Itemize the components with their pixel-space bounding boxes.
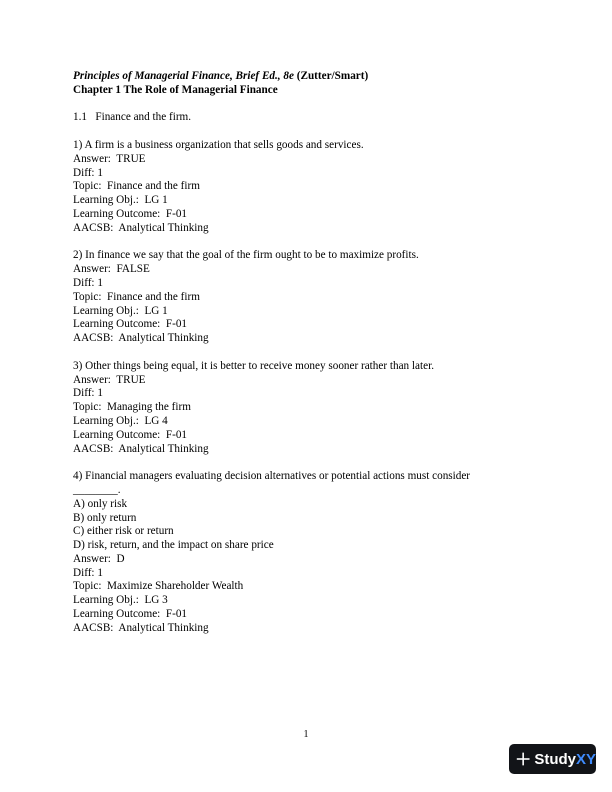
question-text: 3) Other things being equal, it is better to receive money sooner rather than later. <box>73 359 434 372</box>
learning-objective: Learning Obj.: LG 4 <box>73 414 168 427</box>
topic: Topic: Maximize Shareholder Wealth <box>73 580 244 593</box>
answer: Answer: TRUE <box>73 152 146 165</box>
question-block-2 <box>73 249 543 346</box>
book-title-line <box>73 70 543 84</box>
chapter-title: Chapter 1 The Role of Managerial Finance <box>73 83 278 96</box>
answer: Answer: D <box>73 552 125 565</box>
difficulty: Diff: 1 <box>73 387 103 400</box>
answer: Answer: TRUE <box>73 373 146 386</box>
topic: Topic: Managing the firm <box>73 401 191 414</box>
learning-outcome: Learning Outcome: F-01 <box>73 608 188 621</box>
book-authors: (Zutter/Smart) <box>293 70 369 82</box>
option-c: C) either risk or return <box>73 525 174 538</box>
question-text: 4) Financial managers evaluating decision alternatives or potential actions must consider <box>73 470 471 483</box>
option-d: D) risk, return, and the impact on share price <box>73 539 274 552</box>
learning-objective: Learning Obj.: LG 3 <box>73 594 168 607</box>
plus-icon <box>516 750 530 768</box>
question-block-3 <box>73 360 543 457</box>
badge-text-xy: XY <box>575 750 596 768</box>
aacsb: AACSB: Analytical Thinking <box>73 221 209 234</box>
aacsb: AACSB: Analytical Thinking <box>73 332 209 345</box>
topic: Topic: Finance and the firm <box>73 290 200 303</box>
question-block-4 <box>73 470 543 636</box>
badge-text-study: Study <box>534 750 576 768</box>
aacsb: AACSB: Analytical Thinking <box>73 621 209 634</box>
learning-outcome: Learning Outcome: F-01 <box>73 428 188 441</box>
option-a: A) only risk <box>73 497 128 510</box>
studyxy-badge[interactable] <box>509 744 596 774</box>
book-title: Principles of Managerial Finance, Brief Ed., 8e <box>73 70 294 82</box>
document-page <box>73 70 543 636</box>
topic: Topic: Finance and the firm <box>73 180 200 193</box>
question-text: 1) A firm is a business organization that sells goods and services. <box>73 138 364 151</box>
difficulty: Diff: 1 <box>73 276 103 289</box>
question-text-continued: ________. <box>73 483 121 496</box>
difficulty: Diff: 1 <box>73 566 103 579</box>
learning-objective: Learning Obj.: LG 1 <box>73 304 168 317</box>
learning-outcome: Learning Outcome: F-01 <box>73 207 188 220</box>
section-heading: 1.1 Finance and the firm. <box>73 111 192 124</box>
learning-outcome: Learning Outcome: F-01 <box>73 318 188 331</box>
page-number: 1 <box>303 729 309 740</box>
learning-objective: Learning Obj.: LG 1 <box>73 194 168 207</box>
question-text: 2) In finance we say that the goal of the firm ought to be to maximize profits. <box>73 249 419 262</box>
option-b: B) only return <box>73 511 137 524</box>
aacsb: AACSB: Analytical Thinking <box>73 442 209 455</box>
question-block-1 <box>73 139 543 236</box>
difficulty: Diff: 1 <box>73 166 103 179</box>
answer: Answer: FALSE <box>73 263 150 276</box>
